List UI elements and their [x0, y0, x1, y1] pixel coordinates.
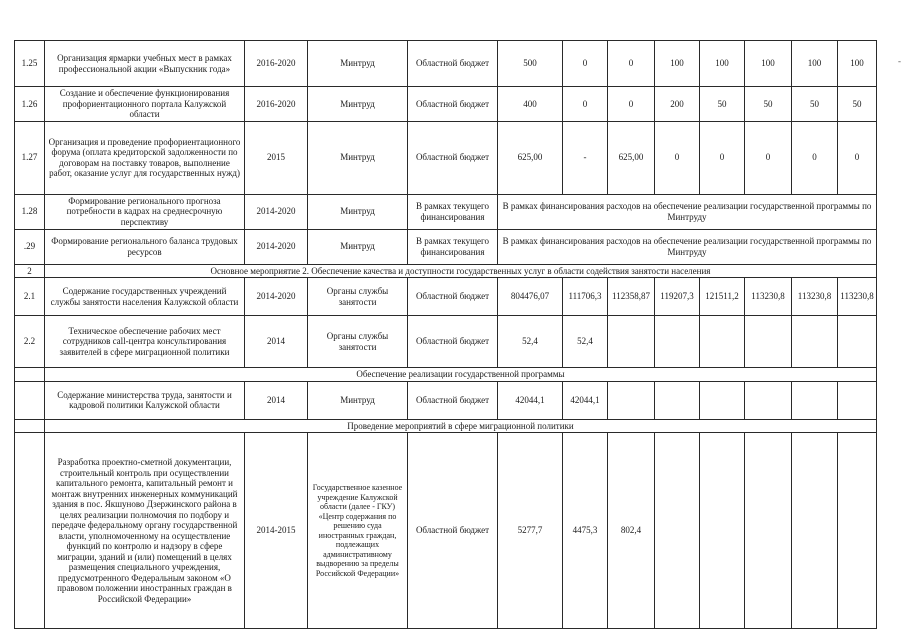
amount-2015: 625,00	[608, 121, 655, 194]
amount-2018: 0	[745, 121, 792, 194]
executor-cell: Органы службы занятости	[308, 316, 408, 368]
period-cell: 2014	[245, 316, 308, 368]
amount-2019	[792, 316, 838, 368]
period-cell: 2014	[245, 381, 308, 419]
executor-cell: Минтруд	[308, 41, 408, 87]
row-number	[15, 381, 45, 419]
table-row	[15, 433, 877, 629]
row-number: 2.2	[15, 316, 45, 368]
amount-2019	[792, 381, 838, 419]
period-cell: 2016-2020	[245, 41, 308, 87]
section-title: Проведение мероприятий в сфере миграционной политики	[45, 419, 877, 433]
funding-source-cell: Областной бюджет	[408, 316, 498, 368]
table-row	[15, 229, 877, 264]
funding-source-cell: Областной бюджет	[408, 381, 498, 419]
funding-source-cell: Областной бюджет	[408, 278, 498, 316]
table-row	[15, 316, 877, 368]
amount-2015: 112358,87	[608, 278, 655, 316]
amount-2020: 0	[838, 121, 877, 194]
amount-2014: 0	[563, 87, 608, 122]
program-activities-table	[14, 40, 877, 629]
row-number: 1.27	[15, 121, 45, 194]
executor-cell: Минтруд	[308, 194, 408, 229]
amount-2019: 0	[792, 121, 838, 194]
activity-title: Техническое обеспечение рабочих мест сотрудников call-центра консультирования заявителей в сфере миграционной политики	[45, 316, 245, 368]
amount-2015	[608, 316, 655, 368]
executor-cell: Минтруд	[308, 87, 408, 122]
section-header-row	[15, 264, 877, 278]
amount-2015	[608, 381, 655, 419]
period-cell: 2014-2020	[245, 194, 308, 229]
period-cell: 2014-2020	[245, 278, 308, 316]
amount-2020: 100	[838, 41, 877, 87]
executor-cell: Минтруд	[308, 381, 408, 419]
activity-title: Создание и обеспечение функционирования профориентационного портала Калужской области	[45, 87, 245, 122]
amount-2017: 50	[700, 87, 745, 122]
funding-source-cell: Областной бюджет	[408, 121, 498, 194]
funding-source-cell: Областной бюджет	[408, 87, 498, 122]
activity-title: Содержание министерства труда, занятости и кадровой политики Калужской области	[45, 381, 245, 419]
amount-2016: 0	[655, 121, 700, 194]
table-row	[15, 194, 877, 229]
executor-cell: Государственное казенное учреждение Калужской области (далее - ГКУ) «Центр содержания по решению суда иностранных граждан, подлежащих административному выдворению за пределы Российской Федерации»	[308, 433, 408, 629]
amount-2016: 119207,3	[655, 278, 700, 316]
table-row	[15, 87, 877, 122]
amount-2019	[792, 433, 838, 629]
activity-title: Содержание государственных учреждений службы занятости населения Калужской области	[45, 278, 245, 316]
row-number: 2.1	[15, 278, 45, 316]
section-number	[15, 368, 45, 382]
executor-cell: Органы службы занятости	[308, 278, 408, 316]
activity-title: Организация ярмарки учебных мест в рамках профессиональной акции «Выпускник года»	[45, 41, 245, 87]
amount-total: 500	[498, 41, 563, 87]
executor-cell: Минтруд	[308, 121, 408, 194]
period-cell: 2016-2020	[245, 87, 308, 122]
funding-source-cell: Областной бюджет	[408, 433, 498, 629]
amount-2016	[655, 381, 700, 419]
amount-2015: 802,4	[608, 433, 655, 629]
section-number	[15, 419, 45, 433]
amount-2019: 100	[792, 41, 838, 87]
table-row	[15, 41, 877, 87]
row-number	[15, 433, 45, 629]
amount-2014: -	[563, 121, 608, 194]
amount-2015: 0	[608, 87, 655, 122]
funding-note: В рамках финансирования расходов на обеспечение реализации государственной программы по Минтруду	[498, 194, 877, 229]
amount-total: 400	[498, 87, 563, 122]
amount-2019: 113230,8	[792, 278, 838, 316]
row-number: .29	[15, 229, 45, 264]
amount-2014: 111706,3	[563, 278, 608, 316]
activity-title: Формирование регионального баланса трудовых ресурсов	[45, 229, 245, 264]
period-cell: 2015	[245, 121, 308, 194]
amount-2020	[838, 381, 877, 419]
amount-2015: 0	[608, 41, 655, 87]
funding-source-cell: В рамках текущего финансирования	[408, 229, 498, 264]
amount-total: 42044,1	[498, 381, 563, 419]
period-cell: 2014-2020	[245, 229, 308, 264]
amount-2020: 113230,8	[838, 278, 877, 316]
row-number: 1.26	[15, 87, 45, 122]
amount-2017: 100	[700, 41, 745, 87]
activity-title: Формирование регионального прогноза потребности в кадрах на среднесрочную перспективу	[45, 194, 245, 229]
table-row	[15, 381, 877, 419]
amount-2019: 50	[792, 87, 838, 122]
amount-2018: 113230,8	[745, 278, 792, 316]
amount-2018	[745, 316, 792, 368]
amount-2014: 4475,3	[563, 433, 608, 629]
amount-2018	[745, 381, 792, 419]
amount-total: 52,4	[498, 316, 563, 368]
amount-2017: 121511,2	[700, 278, 745, 316]
section-header-row	[15, 368, 877, 382]
amount-2016	[655, 316, 700, 368]
funding-note: В рамках финансирования расходов на обеспечение реализации государственной программы по Минтруду	[498, 229, 877, 264]
amount-total: 625,00	[498, 121, 563, 194]
amount-2018: 50	[745, 87, 792, 122]
amount-2017	[700, 316, 745, 368]
table-row	[15, 278, 877, 316]
row-number: 1.25	[15, 41, 45, 87]
section-header-row	[15, 419, 877, 433]
amount-2020: 50	[838, 87, 877, 122]
amount-2020	[838, 316, 877, 368]
table-row	[15, 121, 877, 194]
amount-total: 804476,07	[498, 278, 563, 316]
funding-source-cell: В рамках текущего финансирования	[408, 194, 498, 229]
amount-2014: 0	[563, 41, 608, 87]
activity-title: Организация и проведение профориентационного форума (оплата кредиторской задолженности по договорам на поставку товаров, выполнение работ, оказание услуг для государственных нужд)	[45, 121, 245, 194]
section-number: 2	[15, 264, 45, 278]
period-cell: 2014-2015	[245, 433, 308, 629]
amount-2017	[700, 381, 745, 419]
section-title: Основное мероприятие 2. Обеспечение качества и доступности государственных услуг в области содействия занятости населения	[45, 264, 877, 278]
funding-source-cell: Областной бюджет	[408, 41, 498, 87]
row-number: 1.28	[15, 194, 45, 229]
amount-2017: 0	[700, 121, 745, 194]
amount-2016: 100	[655, 41, 700, 87]
amount-2014: 52,4	[563, 316, 608, 368]
amount-2018	[745, 433, 792, 629]
section-title: Обеспечение реализации государственной программы	[45, 368, 877, 382]
amount-2018: 100	[745, 41, 792, 87]
amount-2016: 200	[655, 87, 700, 122]
amount-total: 5277,7	[498, 433, 563, 629]
executor-cell: Минтруд	[308, 229, 408, 264]
amount-2016	[655, 433, 700, 629]
amount-2020	[838, 433, 877, 629]
activity-title: Разработка проектно-сметной документации, строительный контроль при осуществлении капитального ремонта, капитальный ремонт и монтаж внутренних инженерных коммуникаций здания в пос. Якшуново Дзержинского района в целях реализации полномочия по подбору и передаче федеральному органу государственной власти, уполномоченному на осуществление функций по контролю и надзору в сфере миграции, зданий и (или) помещений в целях размещения специального учреждения, предусмотренного Федеральным законом «О правовом положении иностранных граждан в Российской Федерации»	[45, 433, 245, 629]
margin-mark: -	[898, 56, 901, 66]
amount-2014: 42044,1	[563, 381, 608, 419]
amount-2017	[700, 433, 745, 629]
